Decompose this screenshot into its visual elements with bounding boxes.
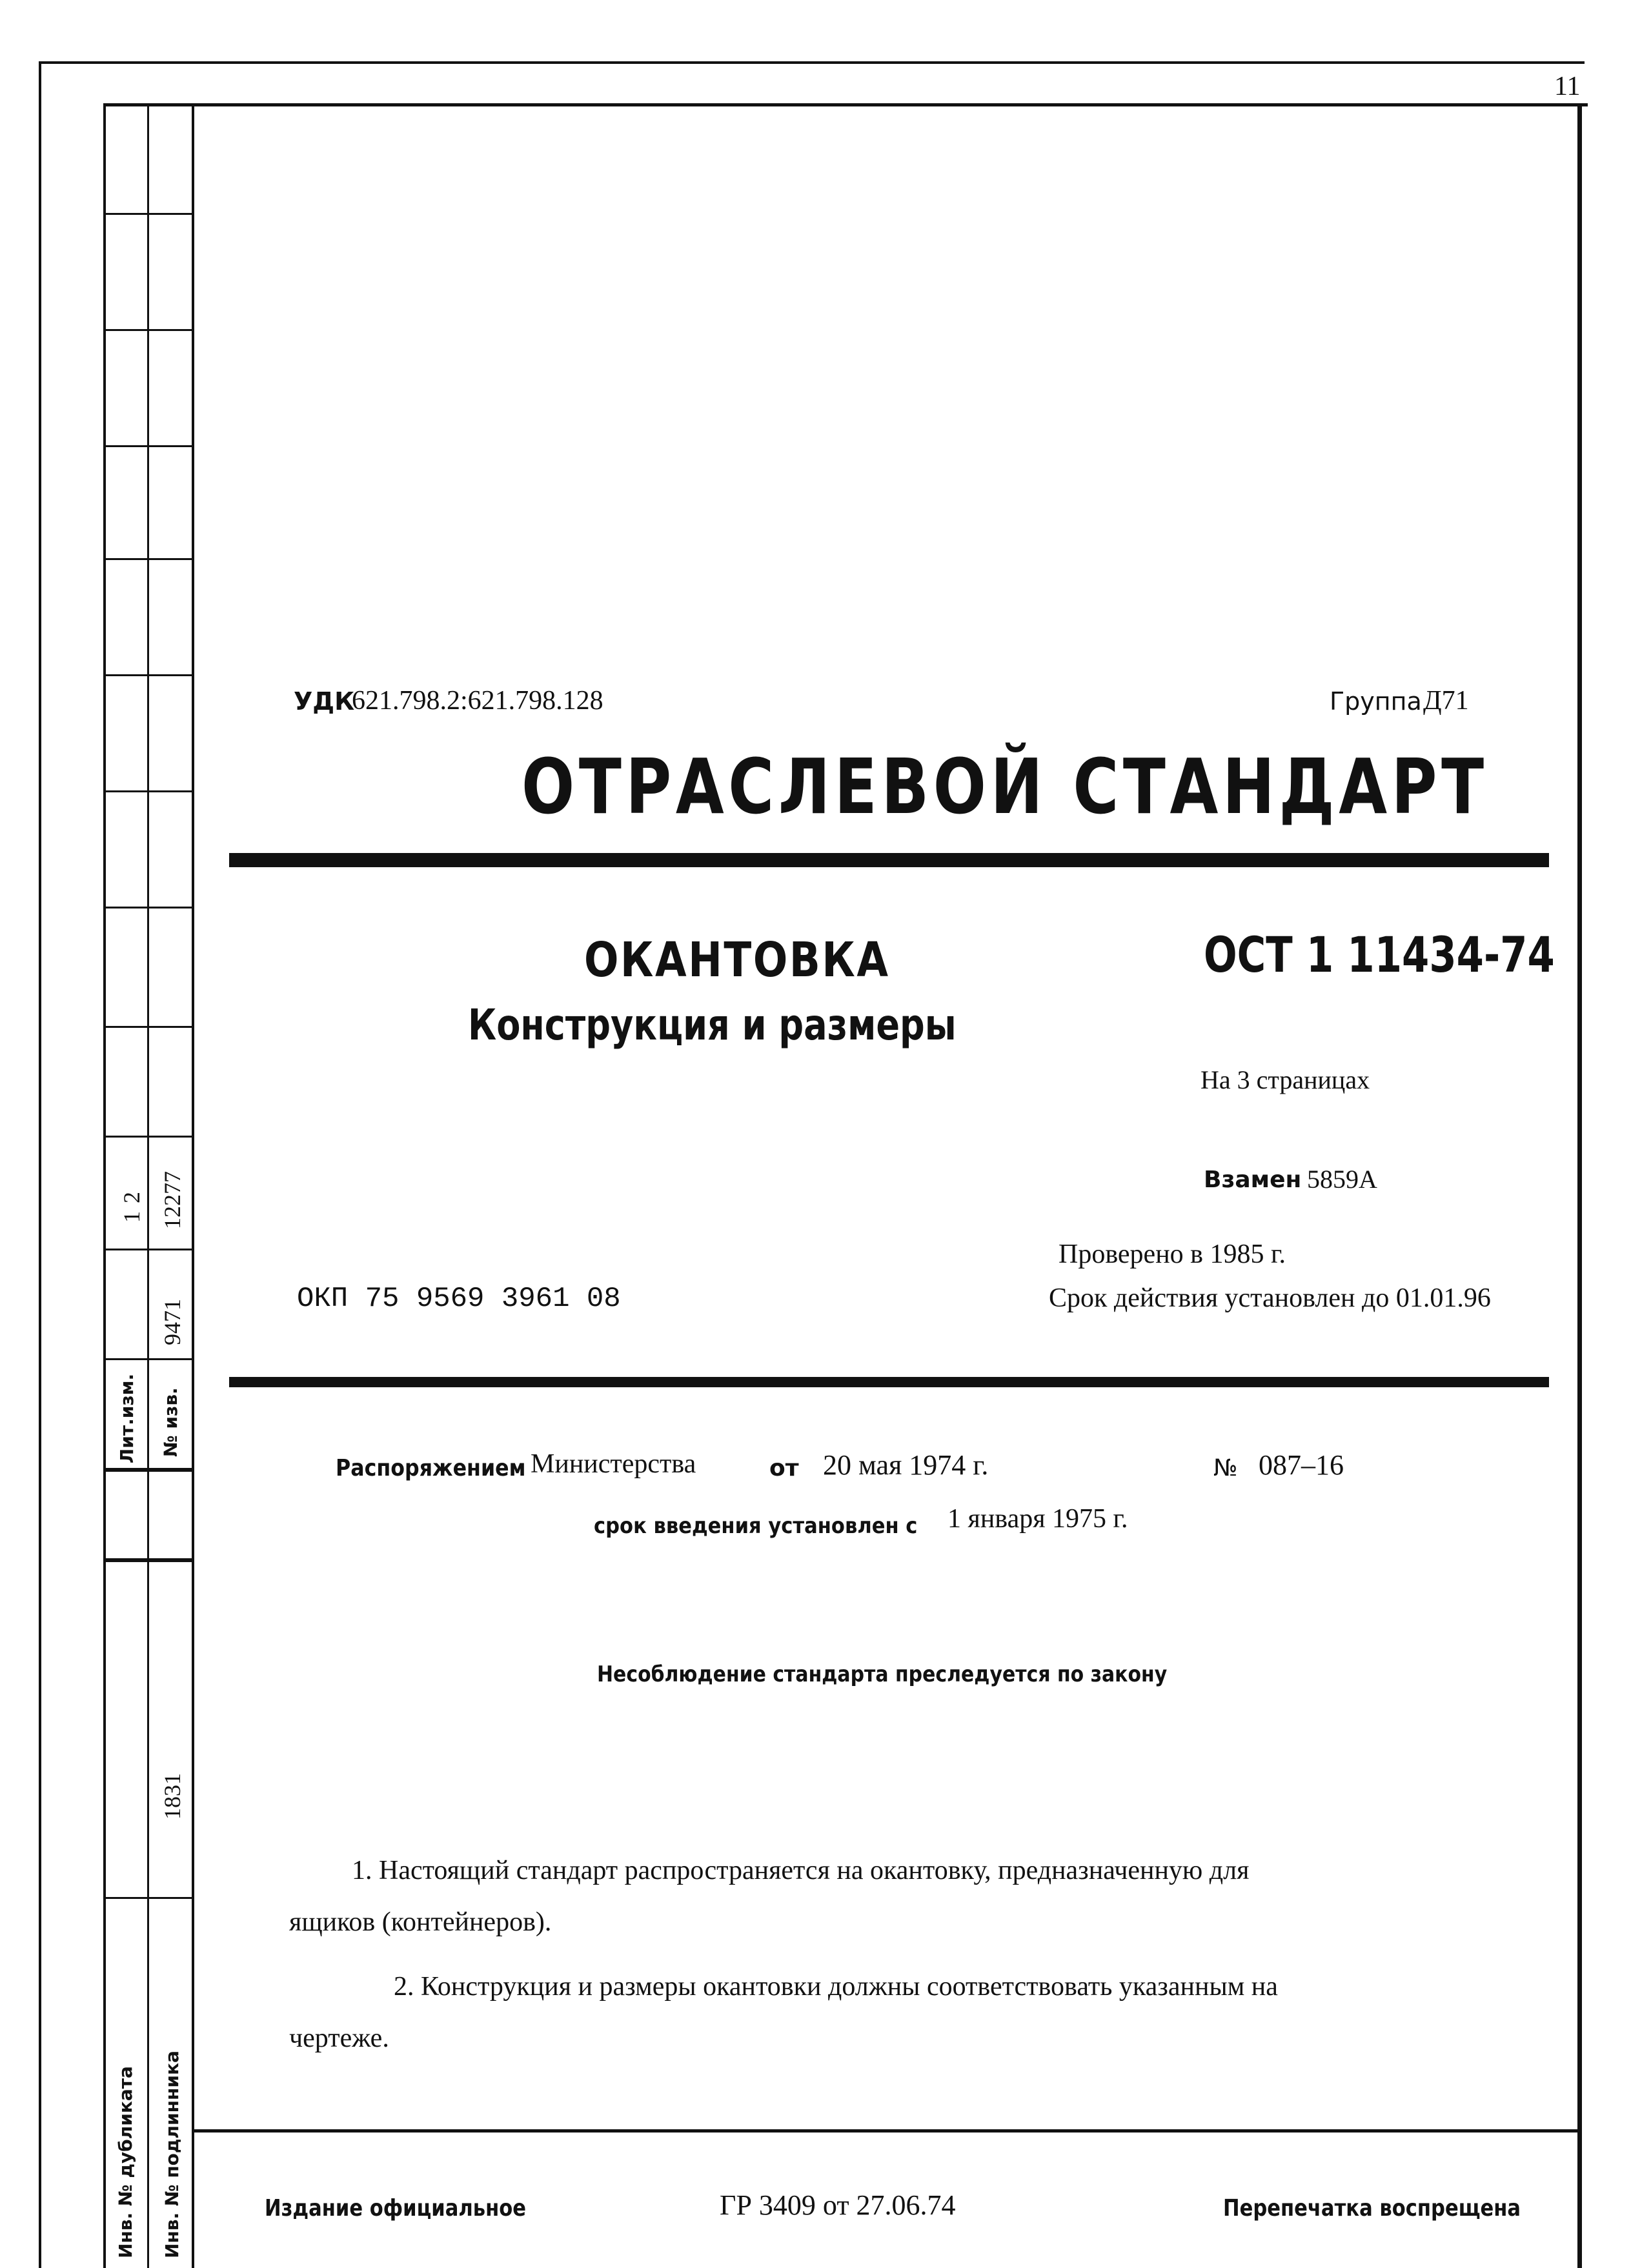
udk-value: 621.798.2:621.798.128 <box>352 686 603 716</box>
side-lit-value: 2 <box>119 1192 145 1203</box>
side-grid-line <box>103 329 194 331</box>
side-grid-line <box>103 1249 194 1250</box>
side-grid-line <box>103 1026 194 1028</box>
frame-right-border <box>1577 103 1582 2268</box>
intro-label: срок введения установлен с <box>594 1513 918 1539</box>
side-izv-value: 9471 <box>159 1299 185 1345</box>
footer-rule <box>192 2129 1582 2133</box>
reprint-note: Перепечатка воспрещена <box>1223 2195 1521 2222</box>
udk-label: УДК <box>294 687 355 716</box>
side-orig-value: 1831 <box>159 1773 185 1820</box>
paragraph-1-cont: ящиков (контейнеров). <box>289 1907 552 1937</box>
pages-count: На 3 страницах <box>1200 1065 1370 1094</box>
page-number: 11 <box>1554 72 1581 101</box>
replaces-label: Взамен <box>1204 1167 1302 1193</box>
paragraph-2-cont: чертеже. <box>289 2023 389 2053</box>
side-grid-line <box>103 213 194 215</box>
group-label: Группа <box>1330 687 1422 716</box>
order-label: Распоряжением <box>336 1455 526 1481</box>
standard-subtitle: Конструкция и размеры <box>468 1000 957 1050</box>
paragraph-1: 1. Настоящий стандарт распространяется на окантовку, предназначенную для <box>352 1856 1250 1885</box>
order-number-label: № <box>1213 1455 1238 1481</box>
side-lit-label: Лит.изм. <box>116 1373 137 1463</box>
intro-date: 1 января 1975 г. <box>947 1504 1128 1534</box>
order-date: 20 мая 1974 г. <box>823 1449 989 1481</box>
side-grid-line <box>103 1897 194 1899</box>
side-grid-line <box>103 558 194 560</box>
side-grid-line <box>103 907 194 908</box>
side-column-divider <box>192 103 194 2268</box>
side-grid-line <box>103 790 194 792</box>
legal-warning: Несоблюдение стандарта преследуется по закону <box>597 1661 1168 1687</box>
order-from-label: от <box>769 1455 799 1481</box>
side-column-divider <box>147 103 149 2268</box>
side-orig-label: Инв. № подлинника <box>161 2051 183 2258</box>
checked-note: Проверено в 1985 г. <box>1058 1239 1286 1269</box>
side-grid-line <box>103 1136 194 1138</box>
okp-code: ОКП 75 9569 3961 08 <box>297 1283 621 1315</box>
validity-note: Срок действия установлен до 01.01.96 <box>1049 1283 1491 1313</box>
side-lit-value: 1 <box>119 1211 145 1223</box>
paragraph-2: 2. Конструкция и размеры окантовки должны соответствовать указанным на <box>394 1972 1278 2002</box>
side-grid-line-thick <box>103 1468 194 1472</box>
side-grid-line <box>103 445 194 447</box>
side-grid-line-thick <box>103 1558 194 1562</box>
order-number: 087–16 <box>1259 1449 1344 1481</box>
side-izv-label: № изв. <box>160 1387 181 1457</box>
section-rule <box>229 1377 1549 1387</box>
side-izv-value: 12277 <box>159 1171 185 1229</box>
title-rule <box>229 853 1549 867</box>
registration-note: ГР 3409 от 27.06.74 <box>720 2189 956 2221</box>
replaces-value: 5859А <box>1307 1165 1377 1194</box>
page-title: ОТРАСЛЕВОЙ СТАНДАРТ <box>522 742 1488 831</box>
side-grid-line <box>103 1358 194 1360</box>
standard-name: ОКАНТОВКА <box>584 932 890 988</box>
edition-note: Издание официальное <box>265 2195 527 2222</box>
group-value: Д71 <box>1423 686 1469 716</box>
order-authority: Министерства <box>531 1449 696 1479</box>
side-dup-label: Инв. № дубликата <box>115 2066 136 2258</box>
standard-number: ОСТ 1 11434-74 <box>1204 926 1555 983</box>
side-grid-line <box>103 674 194 676</box>
